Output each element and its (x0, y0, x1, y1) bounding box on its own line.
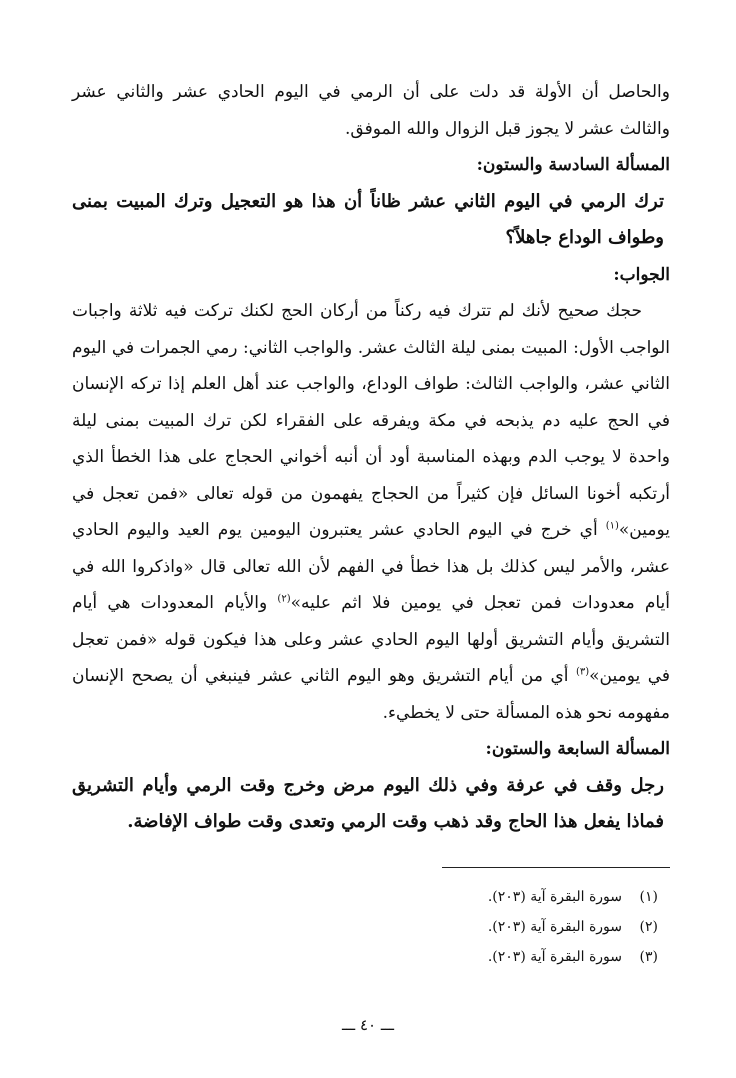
answer-part-4: أي من أيام التشريق وهو اليوم الثاني عشر فينبغي أن يصحح الإنسان مفهومه نحو هذه المسألة حتى لا يخطيء. (72, 666, 670, 723)
footnote-number: (٣) (639, 948, 658, 965)
footnote-text: سورة البقرة آية (٢٠٣). (487, 918, 622, 935)
answer-part-2: أي خرج في اليوم الحادي عشر يعتبرون اليومين يوم العيد واليوم الحادي عشر، والأمر ليس كذلك بل هذا خطأ في الفهم لأن الله تعالى قال «واذكروا الله في أيام معدودات فمن تعجل في يومين فلا اثم عليه» (72, 520, 671, 613)
footnote-number: (١) (639, 888, 658, 905)
question-66-heading: المسألة السادسة والستون: (476, 155, 670, 175)
footnote-item (72, 912, 658, 942)
footnote-item (72, 942, 658, 972)
footnote-marker-3: (٣) (575, 666, 590, 678)
page-number-text: ـــ ٤٠ ـــ (341, 1016, 395, 1034)
footnotes (72, 882, 670, 972)
answer-heading: الجواب: (613, 264, 670, 285)
footnote-number: (٢) (639, 918, 658, 935)
footnote-marker-1: (١) (605, 520, 619, 532)
page-number (0, 1016, 736, 1034)
question-67-heading: المسألة السابعة والستون: (485, 739, 670, 759)
question-67-text: رجل وقف في عرفة وفي ذلك اليوم مرض وخرج وقت الرمي وأيام التشريق فماذا يفعل هذا الحاج وقد ذهب وقت الرمي وتعدى وقت طواف الإفاضة. (72, 774, 664, 832)
footnote-separator-wrap (72, 841, 670, 868)
answer-paragraph (72, 293, 670, 731)
answer-part-3: والأيام المعدودات هي أيام التشريق وأيام التشريق أولها اليوم الحادي عشر وعلى هذا فيكون قوله «فمن تعجل في يومين» (72, 593, 670, 686)
footnote-text: سورة البقرة آية (٢٠٣). (487, 888, 622, 905)
footnote-marker-2: (٢) (277, 593, 291, 605)
question-66-text: ترك الرمي في اليوم الثاني عشر ظاناً أن هذا هو التعجيل وترك المبيت بمنى وطواف الوداع جاهلاً؟ (72, 190, 664, 248)
footnote-item (72, 882, 658, 912)
intro-paragraph: والحاصل أن الأولة قد دلت على أن الرمي في اليوم الحادي عشر والثاني عشر والثالث عشر لا يجوز قبل الزوال والله الموفق. (72, 82, 670, 139)
footnote-separator (442, 867, 670, 868)
footnote-text: سورة البقرة آية (٢٠٣). (487, 948, 622, 965)
answer-part-1: حجك صحيح لأنك لم تترك فيه ركناً من أركان الحج لكنك تركت فيه ثلاثة واجبات الواجب الأول: المبيت بمنى ليلة الثالث عشر. والواجب الثاني: رمي الجمرات في اليوم الثاني عشر، والواجب الثالث: طواف الوداع، والواجب عند أهل العلم إذا تركه الإنسان في الحج عليه دم يذبحه في مكة ويفرقه على الفقراء لكن ترك المبيت بمنى ليلة واحدة لا يوجب الدم وبهذه المناسبة أود أن أنبه أخواني الحجاج على هذا الخطأ الذي أرتكبه أخونا السائل فإن كثيراً من الحجاج يفهمون من قوله تعالى «فمن تعجل في يومين» (72, 301, 670, 540)
